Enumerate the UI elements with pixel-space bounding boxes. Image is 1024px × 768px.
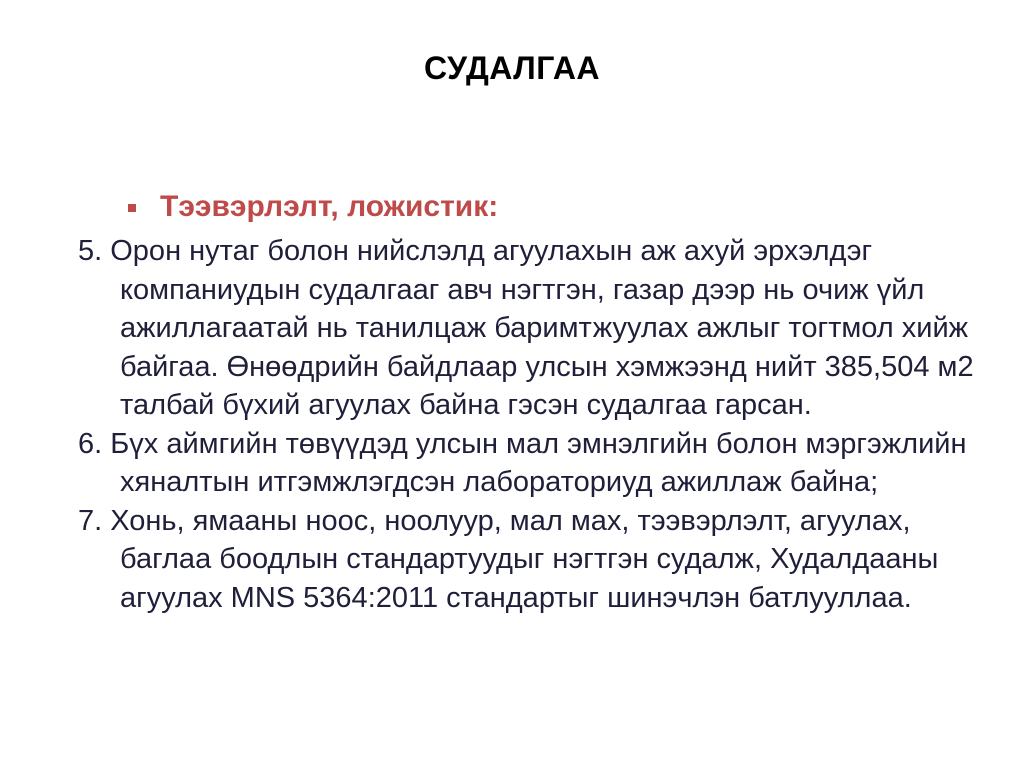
list-item-text: Хонь, ямааны ноос, ноолуур, мал мах, тээвэрлэлт, агуулах, баглаа боодлын стандартуудыг нэгтгэн судалж, Худалдааны агуулах MNS 5364:2011 стандартыг шинэчлэн батлууллаа. bbox=[110, 504, 939, 614]
list-item-number: 6. bbox=[78, 427, 103, 460]
slide-title: СУДАЛГАА bbox=[423, 50, 601, 86]
bullet-heading-text: Тээвэрлэлт, ложистик: bbox=[160, 190, 499, 223]
square-bullet-icon bbox=[128, 204, 136, 212]
bullet-heading bbox=[128, 190, 498, 224]
numbered-list bbox=[78, 232, 1008, 617]
list-item bbox=[78, 425, 1008, 502]
list-item-number: 7. bbox=[78, 504, 103, 537]
list-item-text: Орон нутаг болон нийслэлд агуулахын аж ахуй эрхэлдэг компаниудын судалгааг авч нэгтгэн, газар дээр нь очиж үйл ажиллагаатай нь танилцаж баримтжуулах ажлыг тогтмол хийж байгаа. Өнөөдрийн байдлаар улсын хэмжээнд нийт 385,504 м2 талбай бүхий агуулах байна гэсэн судалгаа гарсан. bbox=[110, 235, 974, 421]
list-item-number: 5. bbox=[78, 235, 103, 267]
list-item bbox=[78, 232, 1008, 425]
list-item-text: Бүх аймгийн төвүүдэд улсын мал эмнэлгийн болон мэргэжлийн хяналтын итгэмжлэгдсэн лабораториуд ажиллаж байна; bbox=[110, 427, 967, 498]
list-item bbox=[78, 502, 1008, 618]
